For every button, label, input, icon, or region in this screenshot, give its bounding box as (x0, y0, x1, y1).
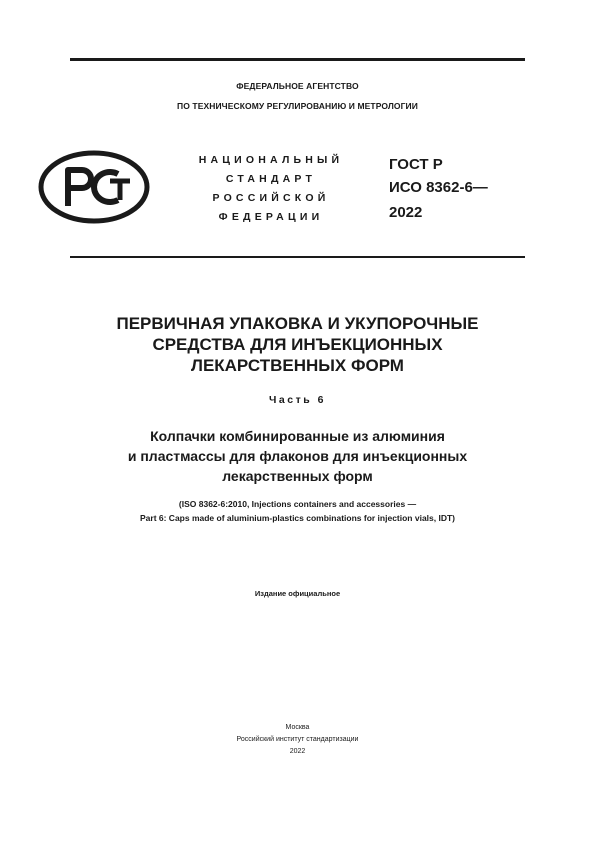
designation-year: 2022 (389, 204, 423, 221)
document-subtitle-line1: Колпачки комбинированные из алюминия (150, 428, 445, 444)
standard-type-line3: РОССИЙСКОЙ (212, 192, 330, 204)
edition-label: Издание официальное (254, 589, 341, 598)
agency-name-line1: ФЕДЕРАЛЬНОЕ АГЕНТСТВО (236, 81, 359, 91)
document-subtitle-line2: и пластмассы для флаконов для инъекционных (127, 448, 468, 464)
publisher-city: Москва (285, 724, 310, 731)
top-rule (70, 58, 525, 61)
publisher-name: Российский институт стандартизации (236, 736, 359, 743)
standard-type-line1: НАЦИОНАЛЬНЫЙ (198, 154, 344, 166)
document-title-line2: СРЕДСТВА ДЛЯ ИНЪЕКЦИОННЫХ (152, 335, 443, 354)
standard-type-line2: СТАНДАРТ (225, 173, 317, 185)
agency-name-line2: ПО ТЕХНИЧЕСКОМУ РЕГУЛИРОВАНИЮ И МЕТРОЛОГИИ (177, 101, 418, 111)
standard-type-line4: ФЕДЕРАЦИИ (218, 211, 324, 223)
rst-certification-mark-icon (38, 150, 150, 224)
document-title-line1: ПЕРВИЧНАЯ УПАКОВКА И УКУПОРОЧНЫЕ (116, 314, 479, 333)
iso-reference-line2: Part 6: Caps made of aluminium-plastics combinations for injection vials, IDT) (139, 513, 456, 523)
document-title-line3: ЛЕКАРСТВЕННЫХ ФОРМ (191, 356, 404, 375)
iso-reference-line1: (ISO 8362-6:2010, Injections containers and accessories — (178, 499, 417, 509)
designation-line2: ИСО 8362-6— (389, 179, 488, 196)
document-subtitle-line3: лекарственных форм (222, 468, 373, 484)
publication-year: 2022 (289, 748, 306, 755)
part-number: Часть 6 (269, 394, 326, 406)
designation-line1: ГОСТ Р (389, 156, 443, 173)
middle-rule (70, 256, 525, 258)
